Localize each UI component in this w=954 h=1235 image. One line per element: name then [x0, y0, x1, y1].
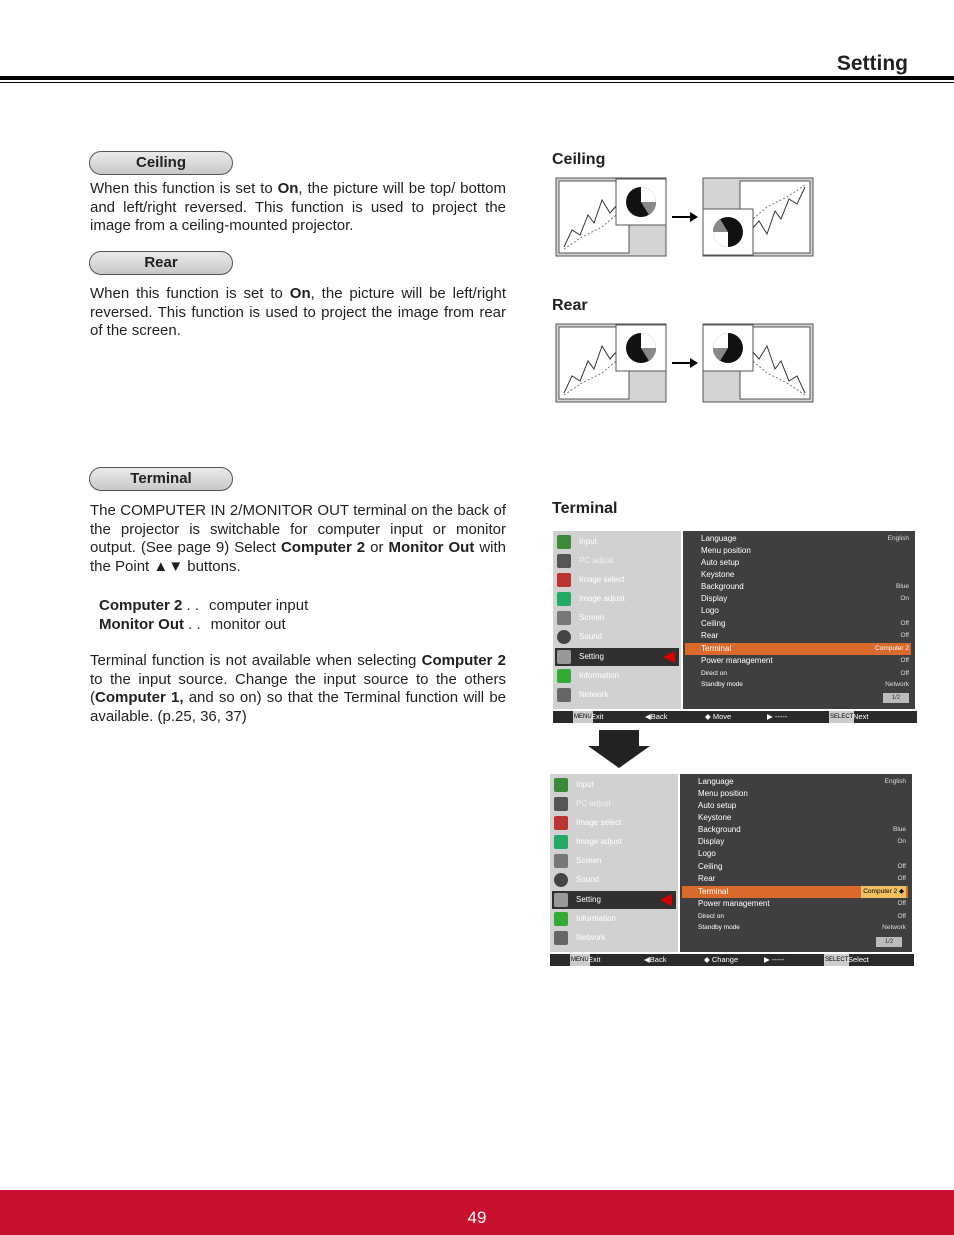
menu-row-keystone[interactable]: Keystone	[698, 813, 732, 822]
menu-row-background[interactable]: Background Blue	[698, 825, 906, 834]
menu-key-icon: MENU	[570, 954, 590, 966]
change-hint: ◆ Change	[704, 955, 739, 964]
image-adjust-icon	[554, 835, 568, 849]
menu-row-ceiling[interactable]: Ceiling Off	[698, 862, 906, 871]
menu-item-image-select[interactable]: Image select	[552, 814, 676, 832]
information-icon	[557, 669, 571, 683]
exit-button[interactable]: Exit	[591, 712, 604, 721]
next-button[interactable]: Next	[853, 712, 869, 721]
menu-item-information[interactable]: Information	[555, 667, 679, 685]
menu-row-power-management[interactable]: Power management Off	[698, 899, 906, 908]
back-button[interactable]: ◀Back	[645, 712, 668, 721]
selection-arrow-icon	[660, 894, 672, 906]
terminal-note: Terminal function is not available when selecting Computer 2 to the input source. Change the input source to the others (Computer 1, and so on) so that the Terminal function will be available. (p.25, 36, 37)	[90, 652, 507, 725]
rear-diagram	[552, 321, 817, 405]
menu-item-pc-adjust[interactable]: PC adjust	[555, 552, 679, 570]
menu-item-image-select[interactable]: Image select	[555, 571, 679, 589]
network-icon	[554, 931, 568, 945]
menu-row-display[interactable]: Display On	[701, 594, 909, 603]
menu-row-terminal[interactable]: Terminal Computer 2	[685, 643, 911, 655]
terminal-paragraph: The COMPUTER IN 2/MONITOR OUT terminal on the back of the projector is switchable for computer input or monitor output. (See page 9) Select Computer 2 or Monitor Out with the Point ▲▼ buttons.	[90, 502, 506, 575]
ceiling-pill: Ceiling	[89, 151, 233, 175]
menu-item-pc-adjust[interactable]: PC adjust	[552, 795, 676, 813]
down-arrow-icon	[588, 730, 650, 768]
menu-row-auto-setup[interactable]: Auto setup	[701, 558, 740, 567]
menu-item-screen[interactable]: Screen	[555, 609, 679, 627]
menu-row-rear[interactable]: Rear Off	[698, 874, 906, 883]
header-rule-thin	[0, 82, 954, 83]
rear-figure-label: Rear	[552, 297, 588, 314]
menu-row-logo[interactable]: Logo	[701, 606, 719, 615]
rear-pill: Rear	[89, 251, 233, 275]
menu-row-language[interactable]: Language English	[701, 534, 909, 543]
menu-screenshot-bottom	[550, 774, 914, 966]
input-icon	[557, 535, 571, 549]
menu-row-standby-mode[interactable]: Standby mode Network	[701, 681, 909, 688]
rear-paragraph: When this function is set to On, the picture will be left/right reversed. This function is used to project the image from rear of the screen.	[90, 285, 506, 340]
menu-item-network[interactable]: Network	[555, 686, 679, 704]
image-adjust-icon	[557, 592, 571, 606]
menu-right-panel	[683, 531, 915, 709]
image-select-icon	[557, 573, 571, 587]
setting-icon	[554, 893, 568, 907]
definition-monitor-out: Monitor Out . . monitor out	[99, 616, 286, 633]
image-select-icon	[554, 816, 568, 830]
move-hint: ◆ Move	[705, 712, 732, 721]
menu-item-sound[interactable]: Sound	[552, 871, 676, 889]
menu-left-panel	[550, 774, 678, 952]
menu-row-terminal[interactable]: Terminal Computer 2 ◆	[682, 886, 908, 898]
selection-arrow-icon	[663, 651, 675, 663]
menu-row-keystone[interactable]: Keystone	[701, 570, 735, 579]
menu-row-logo[interactable]: Logo	[698, 849, 716, 858]
menu-bottom-bar	[550, 954, 914, 966]
menu-row-auto-setup[interactable]: Auto setup	[698, 801, 737, 810]
exit-button[interactable]: Exit	[588, 955, 601, 964]
pc-adjust-icon	[554, 797, 568, 811]
page-number: 49	[467, 1208, 487, 1227]
information-icon	[554, 912, 568, 926]
page-indicator: 1/2	[876, 937, 902, 947]
back-button[interactable]: ◀Back	[644, 955, 667, 964]
menu-row-background[interactable]: Background Blue	[701, 582, 909, 591]
menu-left-panel	[553, 531, 681, 709]
input-icon	[554, 778, 568, 792]
select-button[interactable]: Select	[848, 955, 869, 964]
menu-row-language[interactable]: Language English	[698, 777, 906, 786]
ceiling-paragraph: When this function is set to On, the picture will be top/ bottom and left/right reversed. This function is used to project the image from a ceiling-mounted projector.	[90, 180, 507, 235]
terminal-pill: Terminal	[89, 467, 233, 491]
ceiling-diagram	[552, 175, 817, 259]
menu-row-direct-on[interactable]: Direct on Off	[701, 670, 909, 677]
setting-icon	[557, 650, 571, 664]
menu-item-input[interactable]: Input	[555, 533, 679, 551]
menu-item-sound[interactable]: Sound	[555, 628, 679, 646]
screen-icon	[557, 611, 571, 625]
sound-icon	[554, 873, 568, 887]
menu-row-ceiling[interactable]: Ceiling Off	[701, 619, 909, 628]
sound-icon	[557, 630, 571, 644]
ceiling-figure-label: Ceiling	[552, 151, 606, 168]
menu-row-rear[interactable]: Rear Off	[701, 631, 909, 640]
menu-item-setting[interactable]: Setting	[552, 891, 676, 909]
right-hint: ▶ -----	[764, 955, 785, 964]
menu-item-image-adjust[interactable]: Image adjust	[555, 590, 679, 608]
menu-item-network[interactable]: Network	[552, 929, 676, 947]
menu-bottom-bar	[553, 711, 917, 723]
terminal-figure-label: Terminal	[552, 500, 618, 517]
menu-item-screen[interactable]: Screen	[552, 852, 676, 870]
menu-row-standby-mode[interactable]: Standby mode Network	[698, 924, 906, 931]
terminal-definitions	[99, 596, 308, 634]
right-hint: ▶ -----	[767, 712, 788, 721]
menu-row-menu-position[interactable]: Menu position	[698, 789, 748, 798]
menu-right-panel	[680, 774, 912, 952]
network-icon	[557, 688, 571, 702]
menu-item-setting[interactable]: Setting	[555, 648, 679, 666]
screen-icon	[554, 854, 568, 868]
menu-row-menu-position[interactable]: Menu position	[701, 546, 751, 555]
definition-computer2: Computer 2 . . computer input	[99, 597, 309, 614]
menu-row-display[interactable]: Display On	[698, 837, 906, 846]
page-indicator: 1/2	[883, 693, 909, 703]
menu-item-information[interactable]: Information	[552, 910, 676, 928]
menu-item-input[interactable]: Input	[552, 776, 676, 794]
header-rule	[0, 76, 954, 80]
menu-item-image-adjust[interactable]: Image adjust	[552, 833, 676, 851]
page-title: Setting	[836, 52, 908, 75]
menu-key-icon: MENU	[573, 711, 593, 723]
select-key-icon: SELECT	[829, 711, 854, 723]
select-key-icon: SELECT	[824, 954, 849, 966]
menu-screenshot-top	[553, 531, 917, 723]
menu-row-direct-on[interactable]: Direct on Off	[698, 913, 906, 920]
pc-adjust-icon	[557, 554, 571, 568]
menu-row-power-management[interactable]: Power management Off	[701, 656, 909, 665]
